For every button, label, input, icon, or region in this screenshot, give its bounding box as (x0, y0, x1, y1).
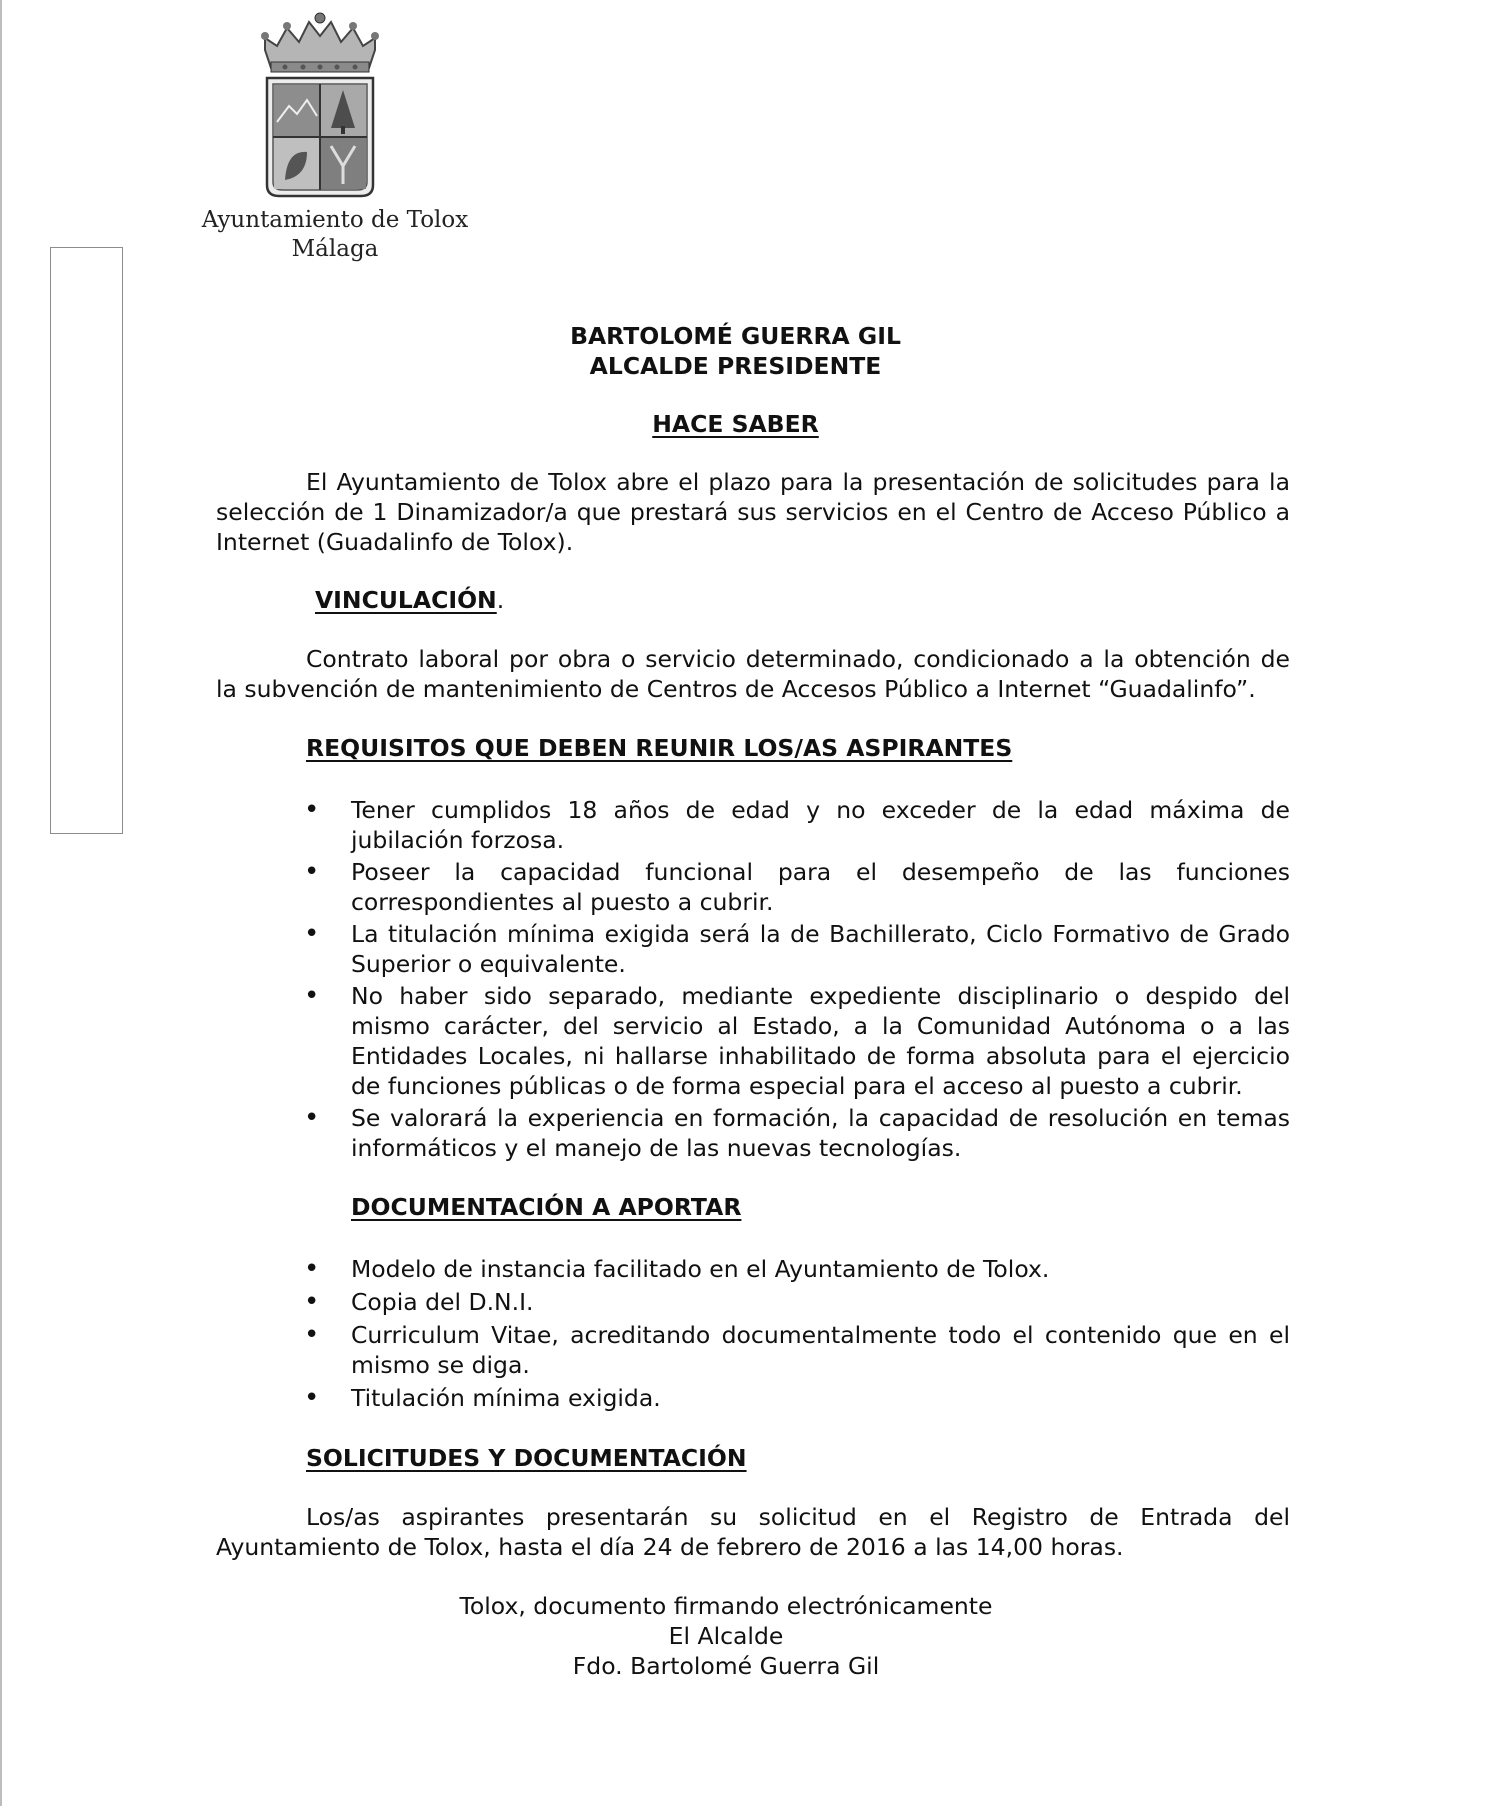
list-item: • Tener cumplidos 18 años de edad y no exceder de la edad máxima de jubilación forzosa. (216, 795, 1290, 855)
coat-of-arms-icon (257, 10, 383, 200)
solicitudes-heading-row (216, 1443, 1290, 1473)
list-item: • Se valorará la experiencia en formación, la capacidad de resolución en temas informáticos y el manejo de las nuevas tecnologías. (216, 1103, 1290, 1163)
vinculacion-heading-row: VINCULACIÓN. (315, 586, 505, 614)
list-item: • Copia del D.N.I. (216, 1287, 1290, 1317)
document-body (216, 321, 1290, 1681)
requisitos-heading: REQUISITOS QUE DEBEN REUNIR LOS/AS ASPIRANTES (306, 734, 1013, 762)
vinculacion-paragraph: Contrato laboral por obra o servicio determinado, condicionado a la obtención de la subvención de mantenimiento de Centros de Accesos Público a Internet “Guadalinfo”. (216, 645, 1290, 703)
requisitos-heading-row (216, 733, 1290, 763)
documentacion-heading-row (216, 1192, 1290, 1222)
documentacion-heading: DOCUMENTACIÓN A APORTAR (351, 1193, 742, 1221)
solicitudes-heading: SOLICITUDES Y DOCUMENTACIÓN (306, 1444, 747, 1472)
organization-province: Málaga (291, 236, 379, 262)
signature-line-1: Tolox, documento firmando electrónicamente (459, 1592, 993, 1620)
page-edge (0, 0, 2, 1806)
documentacion-list (216, 1254, 1290, 1413)
organization-name: Ayuntamiento de Tolox (201, 207, 469, 233)
list-item: • Titulación mínima exigida. (216, 1383, 1290, 1413)
list-item: • Modelo de instancia facilitado en el Ayuntamiento de Tolox. (216, 1254, 1290, 1284)
organization-header (200, 206, 470, 264)
list-item: • La titulación mínima exigida será la de Bachillerato, Ciclo Formativo de Grado Superior o equivalente. (216, 919, 1290, 979)
issuer-block (181, 321, 1290, 381)
issuer-title: ALCALDE PRESIDENTE (589, 352, 882, 380)
vinculacion-heading: VINCULACIÓN (315, 586, 497, 614)
requisitos-list (216, 795, 1290, 1163)
list-item: • No haber sido separado, mediante expediente disciplinario o despido del mismo carácter, del servicio al Estado, a la Comunidad Autónoma o a las Entidades Locales, ni hallarse inhabilitado de forma absoluta para el ejercicio de funciones públicas o de forma especial para el acceso al puesto a cubrir. (216, 981, 1290, 1101)
signature-line-3: Fdo. Bartolomé Guerra Gil (572, 1652, 880, 1680)
signature-line-2: El Alcalde (668, 1622, 784, 1650)
issuer-name: BARTOLOMÉ GUERRA GIL (570, 322, 901, 350)
announcement-heading: HACE SABER (652, 410, 819, 438)
signature-block (431, 1591, 1021, 1681)
margin-stamp-box (50, 247, 123, 834)
intro-paragraph: El Ayuntamiento de Tolox abre el plazo para la presentación de solicitudes para la selección de 1 Dinamizador/a que prestará sus servicios en el Centro de Acceso Público a Internet (Guadalinfo de Tolox). (216, 468, 1290, 556)
list-item: • Curriculum Vitae, acreditando documentalmente todo el contenido que en el mismo se diga. (216, 1320, 1290, 1380)
list-item: • Poseer la capacidad funcional para el desempeño de las funciones correspondientes al puesto a cubrir. (216, 857, 1290, 917)
solicitudes-paragraph: Los/as aspirantes presentarán su solicitud en el Registro de Entrada del Ayuntamiento de Tolox, hasta el día 24 de febrero de 2016 a las 14,00 horas. (216, 1503, 1290, 1561)
